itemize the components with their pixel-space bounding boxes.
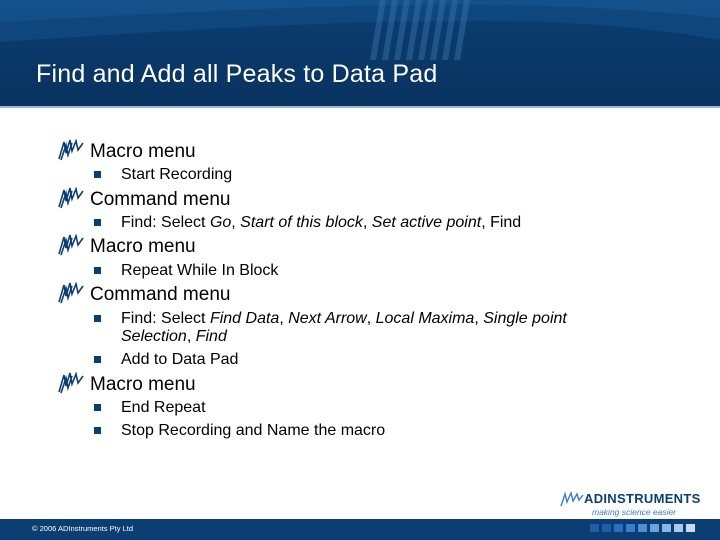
square-bullet xyxy=(94,356,101,363)
square-bullet xyxy=(94,171,101,178)
footer-square xyxy=(674,524,683,532)
text-run: , xyxy=(231,214,241,231)
square-bullet xyxy=(94,315,101,322)
footer-square xyxy=(638,524,647,532)
text-run: Find Data xyxy=(209,310,280,327)
level2-item xyxy=(121,310,621,346)
level2-item xyxy=(121,214,681,232)
logo-tagline: making science easier xyxy=(592,507,677,517)
level2-item xyxy=(121,399,661,417)
level1-item: Command menu xyxy=(90,284,231,305)
text-run: Find: Select xyxy=(121,310,210,327)
level1-item: Command menu xyxy=(90,189,231,210)
adi-peaks-icon xyxy=(58,282,84,304)
level2-item xyxy=(121,262,661,280)
level2-item xyxy=(121,422,661,440)
footer-square xyxy=(602,524,611,532)
footer-square xyxy=(626,524,635,532)
footer-color-squares xyxy=(590,524,698,532)
level2-item xyxy=(121,351,661,369)
footer-square xyxy=(590,524,599,532)
text-run: Single point Selection xyxy=(121,310,567,345)
level2-item xyxy=(121,166,661,184)
footer-square xyxy=(650,524,659,532)
square-bullet xyxy=(94,427,101,434)
adi-peaks-icon xyxy=(58,234,84,256)
text-run: , xyxy=(362,214,372,231)
text-run: , xyxy=(474,310,484,327)
text-run: Find xyxy=(195,328,227,345)
text-run: Next Arrow xyxy=(288,310,367,327)
square-bullet xyxy=(94,267,101,274)
adinstruments-logo xyxy=(560,491,701,519)
adi-peaks-logo-icon xyxy=(560,491,584,507)
square-bullet xyxy=(94,219,101,226)
adi-peaks-icon xyxy=(58,139,84,161)
slide-title: Find and Add all Peaks to Data Pad xyxy=(36,60,438,88)
text-run: Repeat While In Block xyxy=(121,262,279,279)
square-bullet xyxy=(94,404,101,411)
text-run: Find: Select xyxy=(121,214,210,231)
text-run: Stop Recording and Name the macro xyxy=(121,422,386,439)
level1-item: Macro menu xyxy=(90,236,196,257)
text-run: Add to Data Pad xyxy=(121,351,239,368)
copyright-text: © 2006 ADInstruments Pty Ltd xyxy=(32,524,133,533)
text-run: Go xyxy=(209,214,232,231)
level1-item: Macro menu xyxy=(90,141,196,162)
footer-square xyxy=(662,524,671,532)
footer-square xyxy=(614,524,623,532)
text-run: Set active point xyxy=(371,214,482,231)
text-run: Start Recording xyxy=(121,166,233,183)
text-run: , xyxy=(366,310,376,327)
adi-peaks-icon xyxy=(58,372,84,394)
text-run: Start of this block xyxy=(240,214,363,231)
logo-wordmark: ADINSTRUMENTS xyxy=(584,491,701,506)
text-run: , xyxy=(186,328,196,345)
footer-square xyxy=(686,524,695,532)
text-run: , Find xyxy=(481,214,522,231)
text-run: End Repeat xyxy=(121,399,206,416)
adi-peaks-icon xyxy=(58,187,84,209)
text-run: , xyxy=(279,310,289,327)
level1-item: Macro menu xyxy=(90,374,196,395)
text-run: Local Maxima xyxy=(375,310,475,327)
